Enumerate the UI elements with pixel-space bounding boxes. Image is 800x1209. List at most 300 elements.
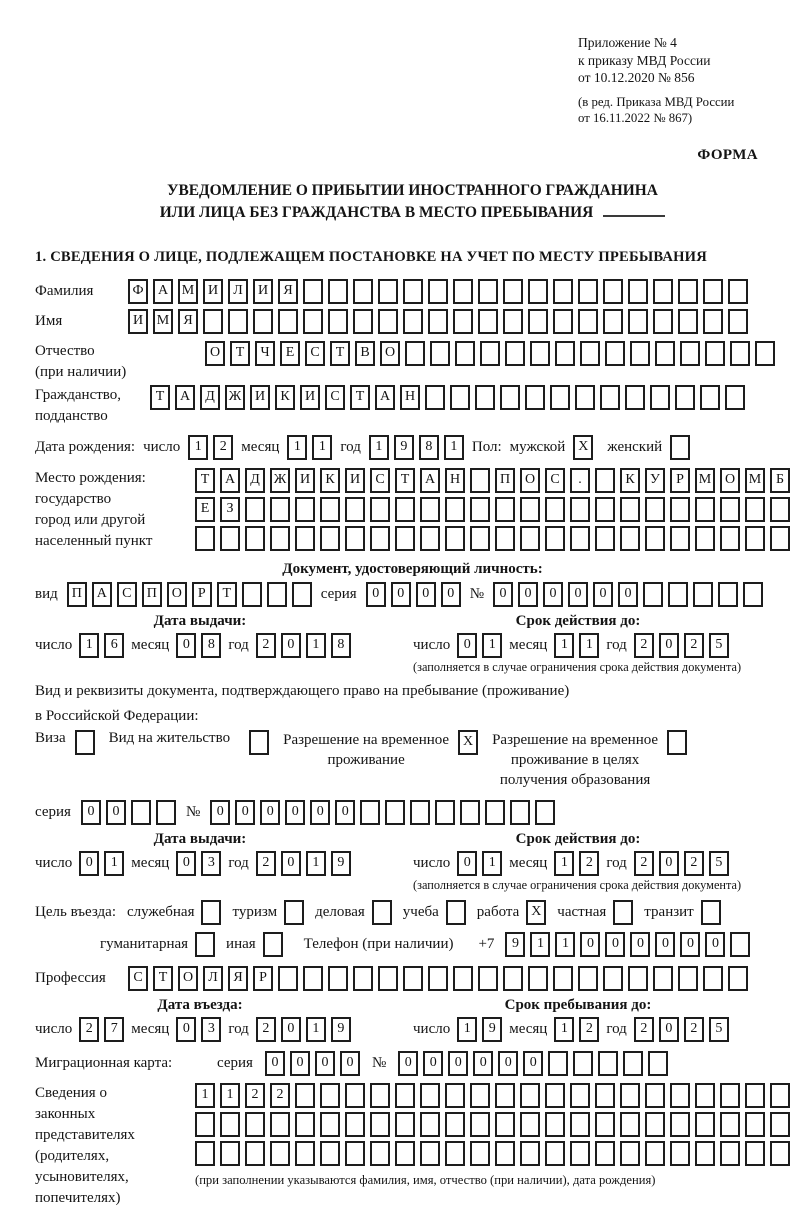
representatives-cell[interactable] (670, 1112, 690, 1137)
representatives-cell[interactable] (270, 1112, 290, 1137)
residence-number-cell[interactable] (535, 800, 555, 825)
citizenship-cell[interactable] (725, 385, 745, 410)
phone-cell[interactable]: 0 (580, 932, 600, 957)
representatives-cell[interactable]: 2 (245, 1083, 265, 1108)
citizenship-cell[interactable]: Т (150, 385, 170, 410)
stay-year-cell[interactable]: 5 (709, 1017, 729, 1042)
representatives-cell[interactable] (595, 1141, 615, 1166)
representatives-cell[interactable] (720, 1141, 740, 1166)
representatives-cell[interactable] (470, 1083, 490, 1108)
surname-cell[interactable] (453, 279, 473, 304)
birth-place-cell[interactable] (595, 468, 615, 493)
phone-cell[interactable]: 1 (530, 932, 550, 957)
profession-cell[interactable]: О (178, 966, 198, 991)
representatives-cell[interactable] (420, 1083, 440, 1108)
representatives-cell[interactable] (520, 1112, 540, 1137)
migration-number-cell[interactable] (548, 1051, 568, 1076)
representatives-cell[interactable] (770, 1112, 790, 1137)
representatives-cell[interactable] (395, 1141, 415, 1166)
representatives-cell[interactable] (570, 1112, 590, 1137)
expiry-year-cell[interactable]: 5 (709, 633, 729, 658)
representatives-cell[interactable] (620, 1083, 640, 1108)
gender-male-checkbox[interactable]: X (573, 435, 593, 460)
birth-place-cell[interactable]: К (620, 468, 640, 493)
birth-place-cell[interactable] (370, 526, 390, 551)
doc-kind-cell[interactable]: Р (192, 582, 212, 607)
birth-place-cell[interactable] (470, 497, 490, 522)
given-name-cell[interactable] (703, 309, 723, 334)
birth-place-cell[interactable] (695, 526, 715, 551)
residence-permit-checkbox[interactable] (249, 730, 269, 755)
birth-place-cell[interactable] (770, 526, 790, 551)
doc-number-cell[interactable]: 0 (618, 582, 638, 607)
issue-year-cell[interactable]: 1 (306, 633, 326, 658)
birth-place-cell[interactable] (395, 526, 415, 551)
entry-month-cell[interactable]: 0 (176, 1017, 196, 1042)
surname-cell[interactable] (428, 279, 448, 304)
patronymic-cell[interactable] (730, 341, 750, 366)
birth-year-cell[interactable]: 8 (419, 435, 439, 460)
stay-year-cell[interactable]: 2 (634, 1017, 654, 1042)
residence-number-cell[interactable] (510, 800, 530, 825)
birth-place-cell[interactable] (270, 497, 290, 522)
representatives-cell[interactable] (695, 1112, 715, 1137)
purpose-tourism-checkbox[interactable] (284, 900, 304, 925)
birth-place-cell[interactable] (545, 497, 565, 522)
entry-day-cell[interactable]: 7 (104, 1017, 124, 1042)
patronymic-cell[interactable]: Т (230, 341, 250, 366)
representatives-cell[interactable] (570, 1083, 590, 1108)
representatives-cell[interactable] (195, 1141, 215, 1166)
representatives-cell[interactable] (220, 1141, 240, 1166)
expiry-day-cell[interactable]: 0 (457, 633, 477, 658)
issue-year-cell[interactable]: 8 (331, 633, 351, 658)
representatives-cell[interactable] (370, 1112, 390, 1137)
given-name-cell[interactable] (303, 309, 323, 334)
birth-day-cell[interactable]: 2 (213, 435, 233, 460)
profession-cell[interactable] (503, 966, 523, 991)
patronymic-cell[interactable] (455, 341, 475, 366)
doc-kind-cell[interactable]: П (142, 582, 162, 607)
gender-female-checkbox[interactable] (670, 435, 690, 460)
birth-place-cell[interactable]: Е (195, 497, 215, 522)
birth-year-cell[interactable]: 9 (394, 435, 414, 460)
surname-cell[interactable] (478, 279, 498, 304)
patronymic-cell[interactable]: О (380, 341, 400, 366)
residence-issue-month-cell[interactable]: 3 (201, 851, 221, 876)
entry-day-cell[interactable]: 2 (79, 1017, 99, 1042)
representatives-cell[interactable] (595, 1083, 615, 1108)
migration-number-cell[interactable] (648, 1051, 668, 1076)
profession-cell[interactable]: Я (228, 966, 248, 991)
patronymic-cell[interactable] (430, 341, 450, 366)
given-name-cell[interactable] (553, 309, 573, 334)
profession-cell[interactable] (478, 966, 498, 991)
residence-issue-year-cell[interactable]: 0 (281, 851, 301, 876)
representatives-cell[interactable] (470, 1112, 490, 1137)
birth-place-cell[interactable] (470, 468, 490, 493)
profession-cell[interactable] (278, 966, 298, 991)
doc-number-cell[interactable] (718, 582, 738, 607)
stay-month-cell[interactable]: 1 (554, 1017, 574, 1042)
birth-place-cell[interactable] (320, 497, 340, 522)
citizenship-cell[interactable] (450, 385, 470, 410)
entry-year-cell[interactable]: 9 (331, 1017, 351, 1042)
representatives-cell[interactable] (520, 1141, 540, 1166)
birth-place-cell[interactable] (395, 497, 415, 522)
residence-series-cell[interactable]: 0 (106, 800, 126, 825)
given-name-cell[interactable] (628, 309, 648, 334)
citizenship-cell[interactable]: Д (200, 385, 220, 410)
patronymic-cell[interactable] (530, 341, 550, 366)
given-name-cell[interactable] (503, 309, 523, 334)
stay-year-cell[interactable]: 2 (684, 1017, 704, 1042)
purpose-official-checkbox[interactable] (201, 900, 221, 925)
representatives-cell[interactable] (670, 1141, 690, 1166)
profession-cell[interactable]: Р (253, 966, 273, 991)
birth-place-cell[interactable]: . (570, 468, 590, 493)
representatives-cell[interactable] (395, 1112, 415, 1137)
purpose-transit-checkbox[interactable] (701, 900, 721, 925)
representatives-cell[interactable] (345, 1141, 365, 1166)
representatives-cell[interactable] (545, 1112, 565, 1137)
representatives-cell[interactable] (720, 1112, 740, 1137)
representatives-cell[interactable] (495, 1083, 515, 1108)
birth-place-cell[interactable]: П (495, 468, 515, 493)
citizenship-cell[interactable] (425, 385, 445, 410)
representatives-cell[interactable] (220, 1112, 240, 1137)
given-name-cell[interactable] (528, 309, 548, 334)
patronymic-cell[interactable] (655, 341, 675, 366)
representatives-cell[interactable] (695, 1083, 715, 1108)
residence-number-cell[interactable]: 0 (285, 800, 305, 825)
patronymic-cell[interactable] (505, 341, 525, 366)
birth-day-cell[interactable]: 1 (188, 435, 208, 460)
given-name-cell[interactable] (203, 309, 223, 334)
representatives-cell[interactable]: 2 (270, 1083, 290, 1108)
patronymic-cell[interactable] (680, 341, 700, 366)
issue-day-cell[interactable]: 1 (79, 633, 99, 658)
representatives-cell[interactable] (320, 1141, 340, 1166)
residence-number-cell[interactable]: 0 (335, 800, 355, 825)
phone-cell[interactable] (730, 932, 750, 957)
temp-permit-checkbox[interactable]: X (458, 730, 478, 755)
patronymic-cell[interactable] (605, 341, 625, 366)
purpose-humanitarian-checkbox[interactable] (195, 932, 215, 957)
birth-place-cell[interactable]: Р (670, 468, 690, 493)
purpose-other-checkbox[interactable] (263, 932, 283, 957)
birth-place-cell[interactable] (345, 526, 365, 551)
residence-expiry-month-cell[interactable]: 2 (579, 851, 599, 876)
representatives-cell[interactable] (345, 1112, 365, 1137)
migration-number-cell[interactable]: 0 (498, 1051, 518, 1076)
given-name-cell[interactable]: И (128, 309, 148, 334)
migration-series-cell[interactable]: 0 (340, 1051, 360, 1076)
birth-place-cell[interactable] (645, 526, 665, 551)
doc-number-cell[interactable]: 0 (543, 582, 563, 607)
citizenship-cell[interactable]: Т (350, 385, 370, 410)
given-name-cell[interactable] (603, 309, 623, 334)
birth-place-cell[interactable] (245, 497, 265, 522)
birth-place-cell[interactable] (320, 526, 340, 551)
surname-cell[interactable]: И (253, 279, 273, 304)
surname-cell[interactable] (703, 279, 723, 304)
birth-year-cell[interactable]: 1 (369, 435, 389, 460)
residence-expiry-month-cell[interactable]: 1 (554, 851, 574, 876)
purpose-business-checkbox[interactable] (372, 900, 392, 925)
birth-place-cell[interactable] (495, 497, 515, 522)
representatives-cell[interactable] (320, 1083, 340, 1108)
migration-number-cell[interactable] (623, 1051, 643, 1076)
doc-kind-cell[interactable]: С (117, 582, 137, 607)
birth-place-cell[interactable]: Н (445, 468, 465, 493)
issue-day-cell[interactable]: 6 (104, 633, 124, 658)
representatives-cell[interactable] (195, 1112, 215, 1137)
residence-issue-year-cell[interactable]: 2 (256, 851, 276, 876)
doc-number-cell[interactable]: 0 (518, 582, 538, 607)
profession-cell[interactable] (528, 966, 548, 991)
citizenship-cell[interactable] (475, 385, 495, 410)
surname-cell[interactable]: М (178, 279, 198, 304)
profession-cell[interactable] (378, 966, 398, 991)
profession-cell[interactable] (578, 966, 598, 991)
birth-place-cell[interactable] (295, 526, 315, 551)
doc-kind-cell[interactable] (292, 582, 312, 607)
citizenship-cell[interactable] (650, 385, 670, 410)
patronymic-cell[interactable] (405, 341, 425, 366)
representatives-cell[interactable] (620, 1112, 640, 1137)
migration-number-cell[interactable] (598, 1051, 618, 1076)
stay-year-cell[interactable]: 0 (659, 1017, 679, 1042)
residence-number-cell[interactable]: 0 (235, 800, 255, 825)
residence-number-cell[interactable] (435, 800, 455, 825)
doc-kind-cell[interactable]: О (167, 582, 187, 607)
representatives-cell[interactable]: 1 (220, 1083, 240, 1108)
representatives-cell[interactable] (270, 1141, 290, 1166)
birth-place-cell[interactable]: И (345, 468, 365, 493)
migration-number-cell[interactable]: 0 (423, 1051, 443, 1076)
given-name-cell[interactable] (403, 309, 423, 334)
birth-place-cell[interactable] (420, 526, 440, 551)
representatives-cell[interactable] (470, 1141, 490, 1166)
given-name-cell[interactable] (728, 309, 748, 334)
representatives-cell[interactable] (770, 1083, 790, 1108)
phone-cell[interactable]: 0 (605, 932, 625, 957)
profession-cell[interactable]: Л (203, 966, 223, 991)
given-name-cell[interactable]: Я (178, 309, 198, 334)
profession-cell[interactable] (353, 966, 373, 991)
doc-number-cell[interactable] (743, 582, 763, 607)
representatives-cell[interactable] (720, 1083, 740, 1108)
residence-number-cell[interactable]: 0 (210, 800, 230, 825)
representatives-cell[interactable] (545, 1083, 565, 1108)
doc-number-cell[interactable] (643, 582, 663, 607)
birth-place-cell[interactable] (695, 497, 715, 522)
birth-place-cell[interactable]: С (370, 468, 390, 493)
representatives-cell[interactable] (620, 1141, 640, 1166)
citizenship-cell[interactable] (700, 385, 720, 410)
birth-place-cell[interactable]: И (295, 468, 315, 493)
given-name-cell[interactable]: М (153, 309, 173, 334)
representatives-cell[interactable] (245, 1112, 265, 1137)
representatives-cell[interactable] (370, 1141, 390, 1166)
surname-cell[interactable] (603, 279, 623, 304)
birth-place-cell[interactable] (720, 526, 740, 551)
phone-cell[interactable]: 0 (705, 932, 725, 957)
doc-series-cell[interactable]: 0 (391, 582, 411, 607)
doc-series-cell[interactable]: 0 (416, 582, 436, 607)
doc-number-cell[interactable] (668, 582, 688, 607)
birth-place-cell[interactable] (620, 497, 640, 522)
birth-place-cell[interactable] (745, 526, 765, 551)
birth-place-cell[interactable] (295, 497, 315, 522)
birth-place-cell[interactable]: М (745, 468, 765, 493)
residence-issue-year-cell[interactable]: 1 (306, 851, 326, 876)
expiry-year-cell[interactable]: 2 (684, 633, 704, 658)
visa-checkbox[interactable] (75, 730, 95, 755)
migration-number-cell[interactable]: 0 (473, 1051, 493, 1076)
birth-place-cell[interactable] (195, 526, 215, 551)
residence-issue-year-cell[interactable]: 9 (331, 851, 351, 876)
doc-kind-cell[interactable] (242, 582, 262, 607)
birth-place-cell[interactable]: С (545, 468, 565, 493)
issue-month-cell[interactable]: 8 (201, 633, 221, 658)
expiry-day-cell[interactable]: 1 (482, 633, 502, 658)
representatives-cell[interactable] (745, 1112, 765, 1137)
residence-number-cell[interactable]: 0 (310, 800, 330, 825)
surname-cell[interactable] (678, 279, 698, 304)
birth-place-cell[interactable]: Т (195, 468, 215, 493)
residence-number-cell[interactable] (460, 800, 480, 825)
migration-number-cell[interactable] (573, 1051, 593, 1076)
doc-number-cell[interactable]: 0 (493, 582, 513, 607)
residence-series-cell[interactable]: 0 (81, 800, 101, 825)
stay-month-cell[interactable]: 2 (579, 1017, 599, 1042)
residence-number-cell[interactable] (410, 800, 430, 825)
birth-place-cell[interactable]: А (420, 468, 440, 493)
citizenship-cell[interactable]: А (375, 385, 395, 410)
birth-place-cell[interactable] (570, 497, 590, 522)
entry-year-cell[interactable]: 1 (306, 1017, 326, 1042)
profession-cell[interactable] (678, 966, 698, 991)
representatives-cell[interactable] (445, 1112, 465, 1137)
residence-expiry-year-cell[interactable]: 2 (634, 851, 654, 876)
birth-place-cell[interactable] (645, 497, 665, 522)
profession-cell[interactable] (428, 966, 448, 991)
expiry-month-cell[interactable]: 1 (579, 633, 599, 658)
representatives-cell[interactable] (745, 1141, 765, 1166)
surname-cell[interactable] (728, 279, 748, 304)
doc-kind-cell[interactable]: А (92, 582, 112, 607)
citizenship-cell[interactable] (625, 385, 645, 410)
issue-year-cell[interactable]: 2 (256, 633, 276, 658)
citizenship-cell[interactable] (550, 385, 570, 410)
representatives-cell[interactable] (495, 1141, 515, 1166)
citizenship-cell[interactable]: И (300, 385, 320, 410)
surname-cell[interactable]: Я (278, 279, 298, 304)
phone-cell[interactable]: 0 (655, 932, 675, 957)
surname-cell[interactable] (353, 279, 373, 304)
birth-place-cell[interactable] (520, 497, 540, 522)
birth-month-cell[interactable]: 1 (312, 435, 332, 460)
migration-series-cell[interactable]: 0 (315, 1051, 335, 1076)
representatives-cell[interactable] (495, 1112, 515, 1137)
given-name-cell[interactable] (578, 309, 598, 334)
birth-place-cell[interactable]: О (520, 468, 540, 493)
profession-cell[interactable] (703, 966, 723, 991)
edu-permit-checkbox[interactable] (667, 730, 687, 755)
representatives-cell[interactable] (520, 1083, 540, 1108)
birth-place-cell[interactable]: О (720, 468, 740, 493)
stay-day-cell[interactable]: 9 (482, 1017, 502, 1042)
birth-place-cell[interactable]: М (695, 468, 715, 493)
migration-number-cell[interactable]: 0 (523, 1051, 543, 1076)
residence-expiry-year-cell[interactable]: 5 (709, 851, 729, 876)
surname-cell[interactable]: Л (228, 279, 248, 304)
representatives-cell[interactable] (445, 1083, 465, 1108)
representatives-cell[interactable] (770, 1141, 790, 1166)
birth-year-cell[interactable]: 1 (444, 435, 464, 460)
representatives-cell[interactable] (295, 1083, 315, 1108)
doc-kind-cell[interactable] (267, 582, 287, 607)
patronymic-cell[interactable] (630, 341, 650, 366)
given-name-cell[interactable] (278, 309, 298, 334)
patronymic-cell[interactable]: С (305, 341, 325, 366)
given-name-cell[interactable] (228, 309, 248, 334)
issue-year-cell[interactable]: 0 (281, 633, 301, 658)
birth-place-cell[interactable]: З (220, 497, 240, 522)
phone-cell[interactable]: 0 (680, 932, 700, 957)
representatives-cell[interactable] (295, 1141, 315, 1166)
patronymic-cell[interactable] (555, 341, 575, 366)
citizenship-cell[interactable] (675, 385, 695, 410)
citizenship-cell[interactable] (525, 385, 545, 410)
residence-series-cell[interactable] (131, 800, 151, 825)
citizenship-cell[interactable]: С (325, 385, 345, 410)
surname-cell[interactable] (653, 279, 673, 304)
representatives-cell[interactable] (395, 1083, 415, 1108)
expiry-year-cell[interactable]: 0 (659, 633, 679, 658)
patronymic-cell[interactable] (480, 341, 500, 366)
birth-place-cell[interactable] (770, 497, 790, 522)
surname-cell[interactable]: И (203, 279, 223, 304)
citizenship-cell[interactable] (575, 385, 595, 410)
representatives-cell[interactable] (420, 1112, 440, 1137)
citizenship-cell[interactable]: А (175, 385, 195, 410)
representatives-cell[interactable] (645, 1083, 665, 1108)
birth-place-cell[interactable] (370, 497, 390, 522)
migration-number-cell[interactable]: 0 (448, 1051, 468, 1076)
birth-place-cell[interactable] (445, 526, 465, 551)
birth-place-cell[interactable]: К (320, 468, 340, 493)
entry-year-cell[interactable]: 0 (281, 1017, 301, 1042)
patronymic-cell[interactable] (755, 341, 775, 366)
birth-place-cell[interactable] (620, 526, 640, 551)
purpose-private-checkbox[interactable] (613, 900, 633, 925)
birth-month-cell[interactable]: 1 (287, 435, 307, 460)
profession-cell[interactable] (403, 966, 423, 991)
representatives-cell[interactable] (420, 1141, 440, 1166)
doc-kind-cell[interactable]: П (67, 582, 87, 607)
residence-number-cell[interactable] (385, 800, 405, 825)
phone-cell[interactable]: 1 (555, 932, 575, 957)
patronymic-cell[interactable] (580, 341, 600, 366)
birth-place-cell[interactable] (595, 526, 615, 551)
surname-cell[interactable] (303, 279, 323, 304)
entry-month-cell[interactable]: 3 (201, 1017, 221, 1042)
birth-place-cell[interactable]: Т (395, 468, 415, 493)
surname-cell[interactable] (503, 279, 523, 304)
